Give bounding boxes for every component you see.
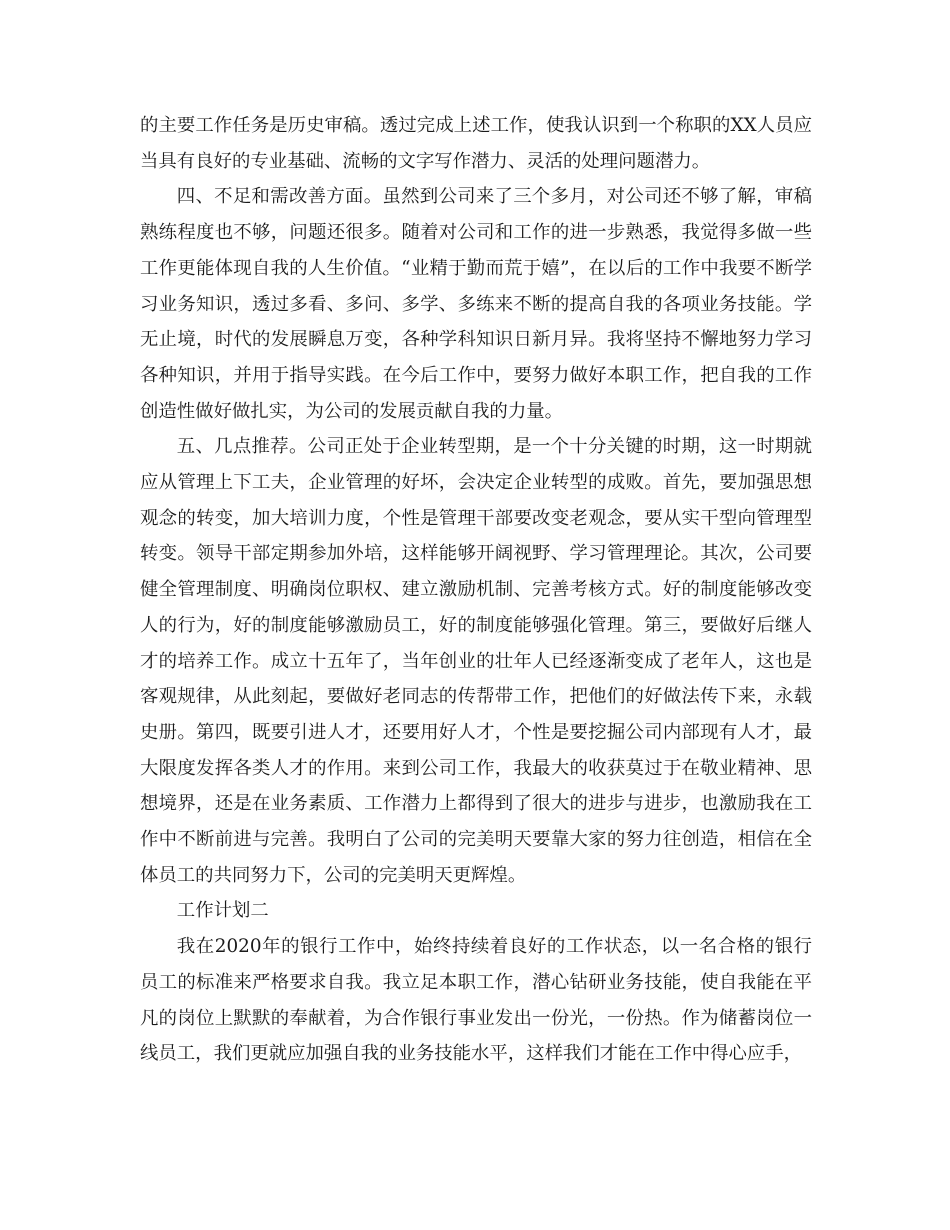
paragraph-recommendations: 五、几点推荐。公司正处于企业转型期，是一个十分关键的时期，这一时期就应从管理上下工夫，企业管理的好坏，会决定企业转型的成败。首先，要加强思想观念的转变，加大培训力度，个性是管理干部要改变老观念，要从实干型向管理型转变。领导干部定期参加外培，这样能够开阔视野、学习管理理论。其次，公司要健全管理制度、明确岗位职权、建立激励机制、完善考核方式。好的制度能够改变人的行为，好的制度能够激励员工，好的制度能够强化管理。第三，要做好后继人才的培养工作。成立十五年了，当年创业的壮年人已经逐渐变成了老年人，这也是客观规律，从此刻起，要做好老同志的传帮带工作，把他们的好做法传下来，永载史册。第四，既要引进人才，还要用好人才，个性是要挖掘公司内部现有人才，最大限度发挥各类人才的作用。来到公司工作，我最大的收获莫过于在敬业精神、思想境界，还是在业务素质、工作潜力上都得到了很大的进步与进步，也激励我在工作中不断前进与完善。我明白了公司的完美明天要靠大家的努力往创造，相信在全体员工的共同努力下，公司的完美明天更辉煌。 bbox=[140, 436, 812, 886]
paragraph-continuation: 的主要工作任务是历史审稿。透过完成上述工作，使我认识到一个称职的XX人员应当具有良好的专业基础、流畅的文字写作潜力、灵活的处理问题潜力。 bbox=[140, 115, 812, 172]
paragraph-bank-work: 我在2020年的银行工作中，始终持续着良好的工作状态，以一名合格的银行员工的标准来严格要求自我。我立足本职工作，潜心钻研业务技能，使自我能在平凡的岗位上默默的奉献着，为合作银行事业发出一份光，一份热。作为储蓄岗位一线员工，我们更就应加强自我的业务技能水平，这样我们才能在工作中得心应手， bbox=[140, 936, 812, 1065]
section-heading-work-plan-two: 工作计划二 bbox=[176, 900, 269, 922]
paragraph-shortcomings: 四、不足和需改善方面。虽然到公司来了三个多月，对公司还不够了解，审稿熟练程度也不够，问题还很多。随着对公司和工作的进一步熟悉，我觉得多做一些工作更能体现自我的人生价值。“业精于勤而荒于嬉”，在以后的工作中我要不断学习业务知识，透过多看、多问、多学、多练来不断的提高自我的各项业务技能。学无止境，时代的发展瞬息万变，各种学科知识日新月异。我将坚持不懈地努力学习各种知识，并用于指导实践。在今后工作中，要努力做好本职工作，把自我的工作创造性做好做扎实，为公司的发展贡献自我的力量。 bbox=[140, 186, 812, 422]
document-page bbox=[140, 108, 812, 1072]
